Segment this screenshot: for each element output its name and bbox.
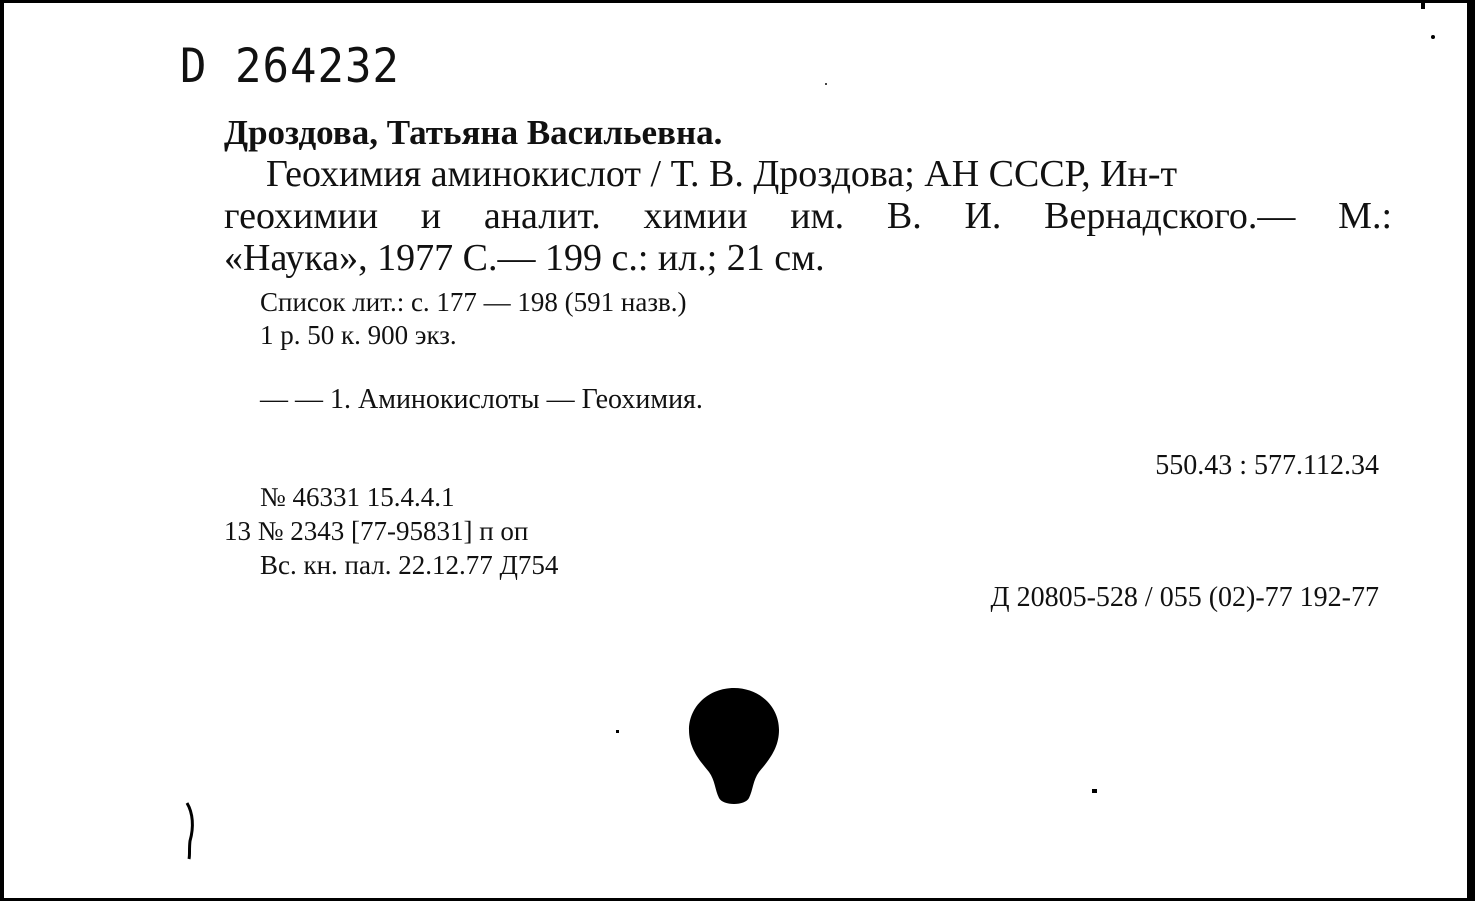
pencil-mark — [184, 801, 196, 861]
accession-number: № 46331 15.4.4.1 — [260, 482, 455, 512]
punch-hole — [687, 686, 781, 810]
call-number: D 264232 — [180, 38, 400, 95]
palace-record: Вс. кн. пал. 22.12.77 Д754 — [260, 550, 559, 580]
title-line-1: Геохимия аминокислот / Т. В. Дроздова; АН СССР, Ин-т — [266, 153, 1178, 195]
subject-heading: — — 1. Аминокислоты — Геохимия. — [260, 384, 703, 415]
author-heading: Дроздова, Татьяна Васильевна. — [224, 113, 723, 152]
bibliography-note: Список лит.: с. 177 — 198 (591 назв.) — [260, 287, 687, 317]
speck — [1092, 789, 1097, 793]
price-note: 1 р. 50 к. 900 экз. — [260, 320, 457, 350]
title-line-3: «Наука», 1977 С.— 199 с.: ил.; 21 см. — [224, 237, 825, 279]
title-line-2: геохимии и аналит. химии им. В. И. Вернадского.— М.: — [224, 195, 1392, 237]
corner-dots — [1414, 3, 1439, 43]
speck — [616, 730, 619, 733]
title-statement — [224, 153, 1392, 279]
price-code: Д 20805-528 / 055 (02)-77 192-77 — [990, 582, 1379, 613]
udc-code: 550.43 : 577.112.34 — [1155, 450, 1379, 481]
speck — [825, 83, 827, 85]
notes — [260, 286, 687, 352]
order-number: 13 № 2343 [77-95831] п оп — [224, 516, 529, 546]
